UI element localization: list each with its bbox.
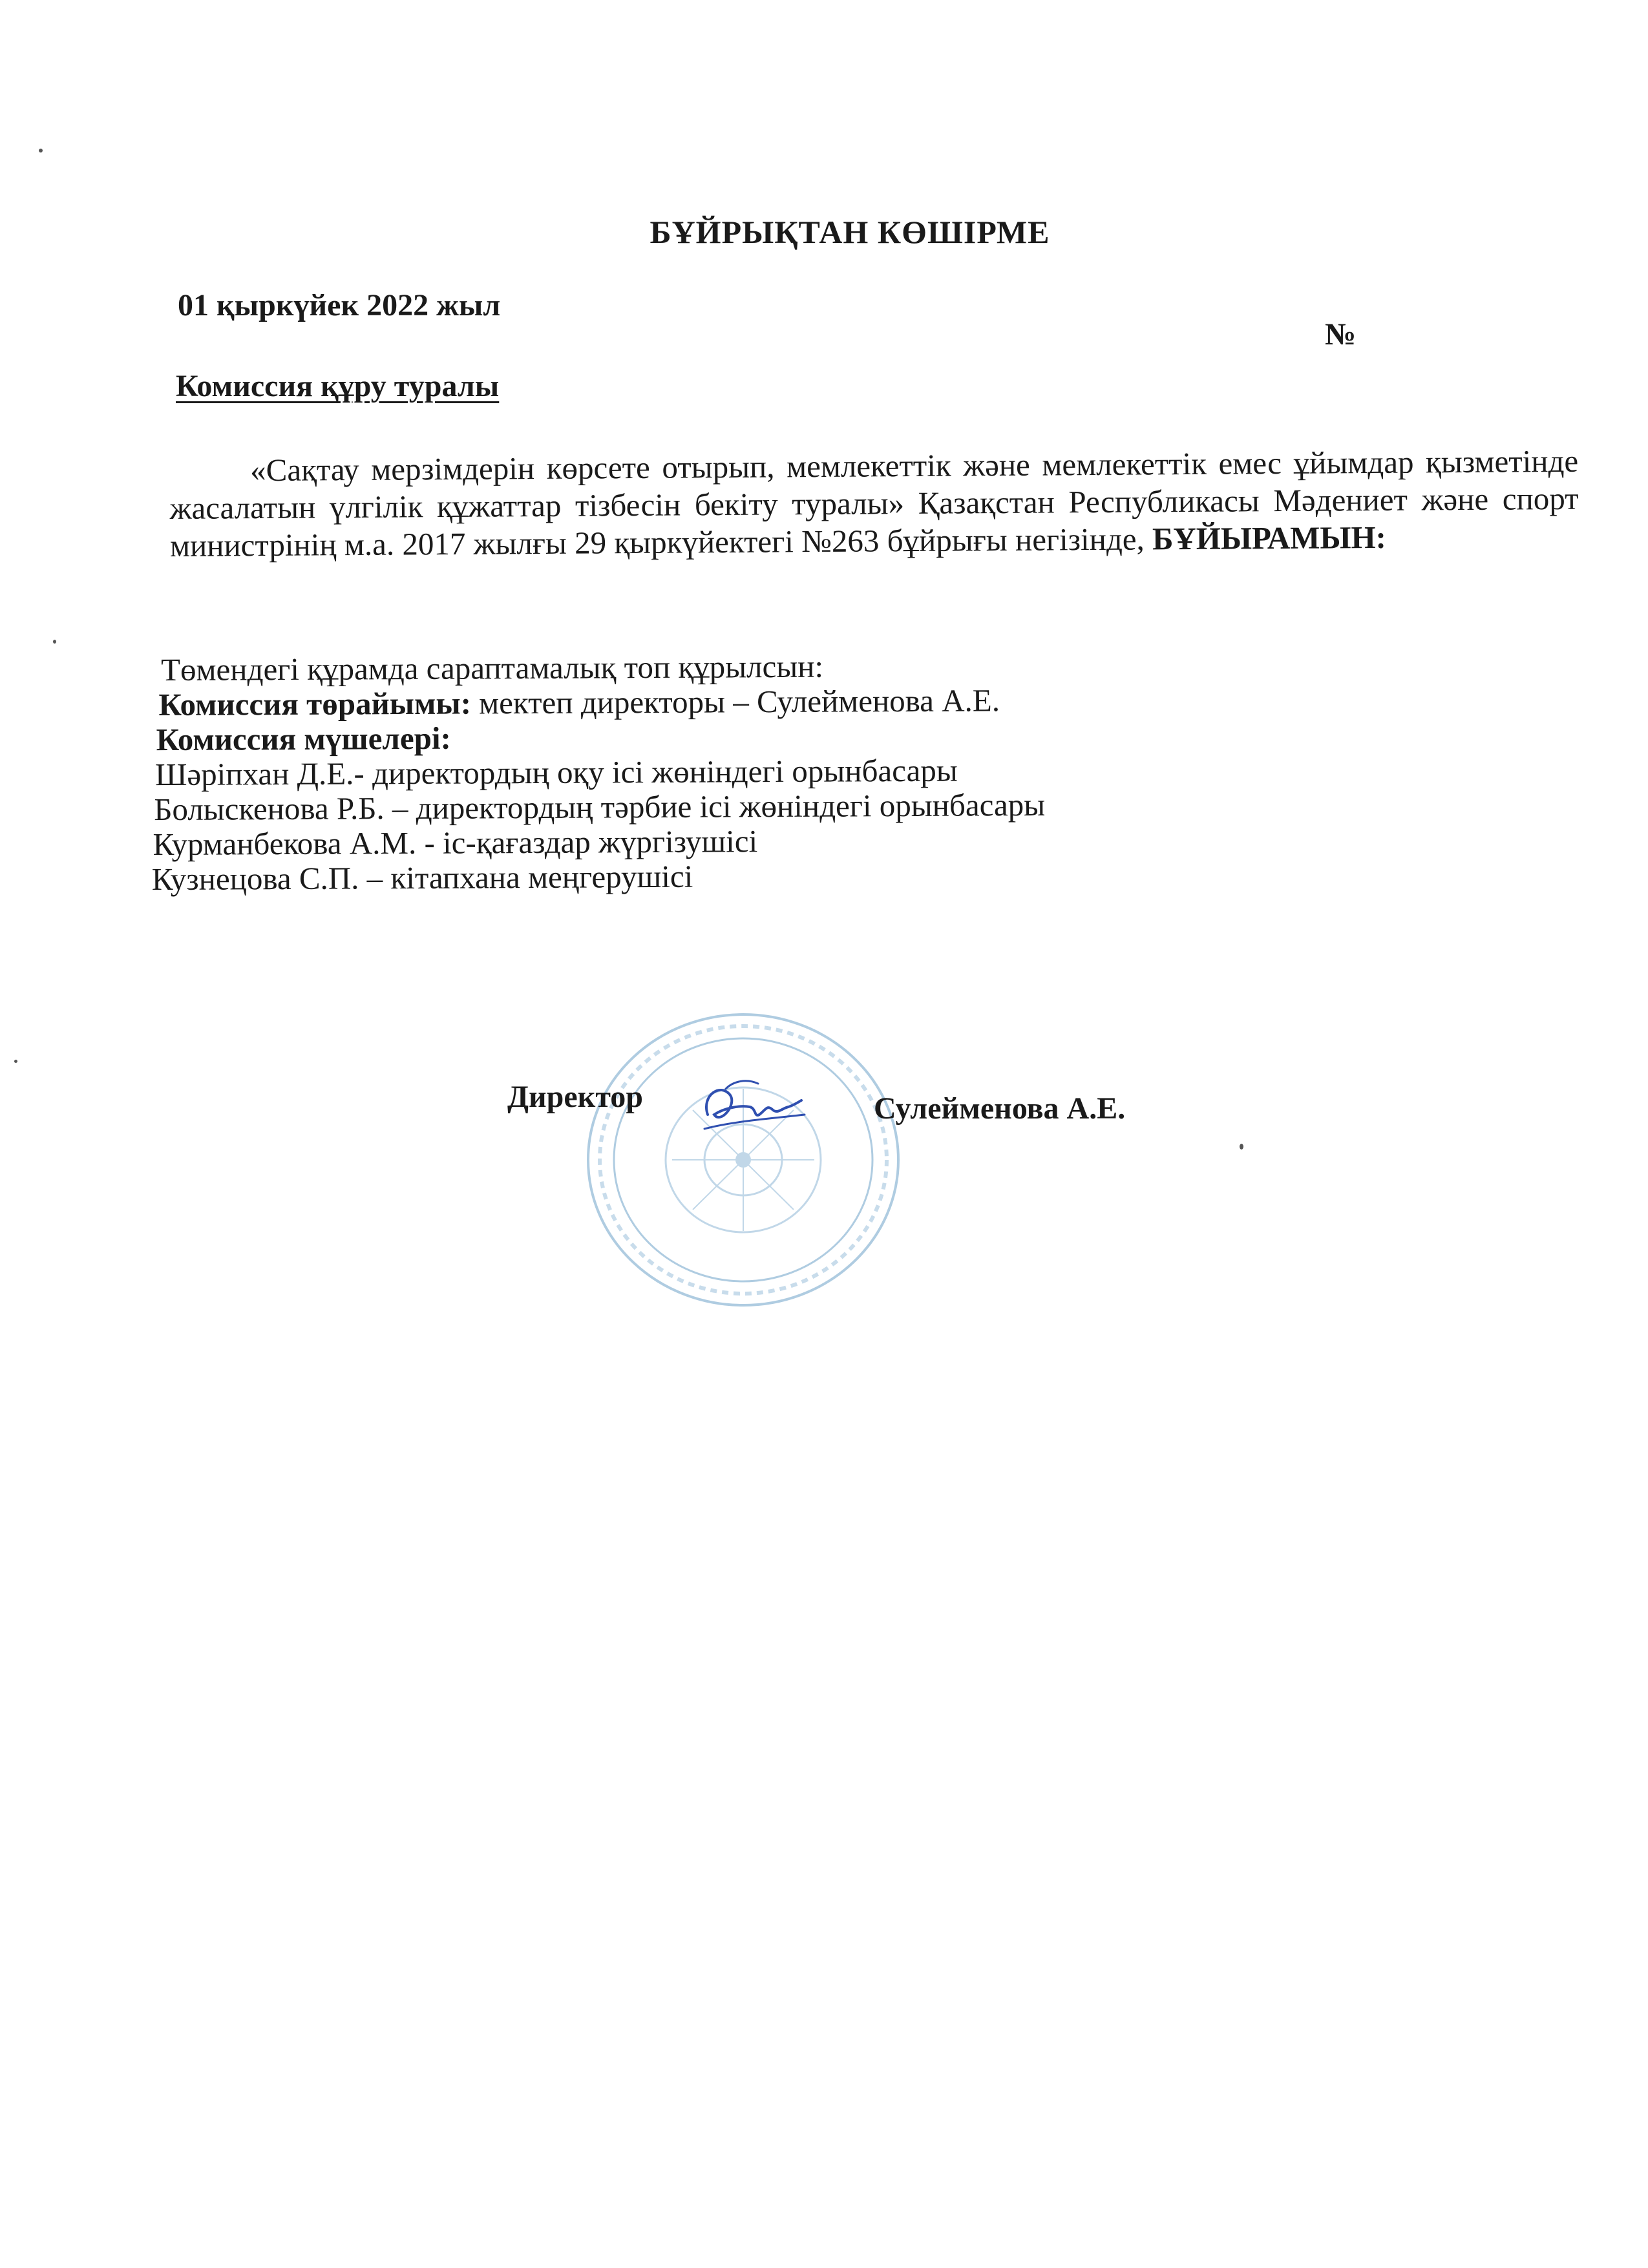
scan-speck [14, 1060, 17, 1063]
chair-label: Комиссия төрайымы: [158, 685, 472, 723]
preamble-paragraph [169, 443, 1579, 565]
document-date: 01 қыркүйек 2022 жыл [178, 288, 501, 322]
chair-value: мектеп директоры – Сулейменова А.Е. [470, 682, 1000, 721]
preamble-text: «Сақтау мерзімдерін көрсете отырып, мемлекеттік және мемлекеттік емес ұйымдар қызметінде жасалатын үлгілік құжаттар тізбесін бекіту туралы» Қазақстан Республикасы Мәдениет және спорт министрінің м.а. 2017 жылғы 29 қыркүйектегі №263 бұйрығы негізінде, [169, 443, 1579, 563]
members-label: Комиссия мүшелері: [156, 720, 452, 758]
commission-composition [151, 648, 1046, 898]
document-title: БҰЙРЫҚТАН КӨШІРМЕ [650, 214, 1050, 250]
scan-speck [53, 640, 56, 644]
composition-intro: Төмендегі құрамда сараптамалық топ құрылсын: [160, 648, 824, 688]
member-item: Болыскенова Р.Б. – директордың тәрбие ісі жөніндегі орынбасары [154, 786, 1046, 828]
signatory-title: Директор [507, 1080, 643, 1114]
document-number-label: № [1325, 317, 1357, 352]
signatory-name: Сулейменова А.Е. [874, 1091, 1126, 1126]
signature-mark [695, 1069, 811, 1140]
official-seal-stamp [582, 1008, 905, 1312]
member-item: Курманбекова А.М. - іс-қағаздар жүргізушісі [153, 823, 758, 863]
document-subject: Комиссия құру туралы [176, 369, 500, 403]
preamble-order: БҰЙЫРАМЫН: [1152, 519, 1387, 557]
scan-speck [1240, 1144, 1243, 1150]
scan-speck [39, 149, 43, 152]
member-item: Шәріпхан Д.Е.- директордың оқу ісі жөніндегі орынбасары [154, 752, 958, 793]
chair-line [158, 683, 1044, 722]
member-item: Кузнецова С.П. – кітапхана меңгерушісі [151, 858, 693, 898]
